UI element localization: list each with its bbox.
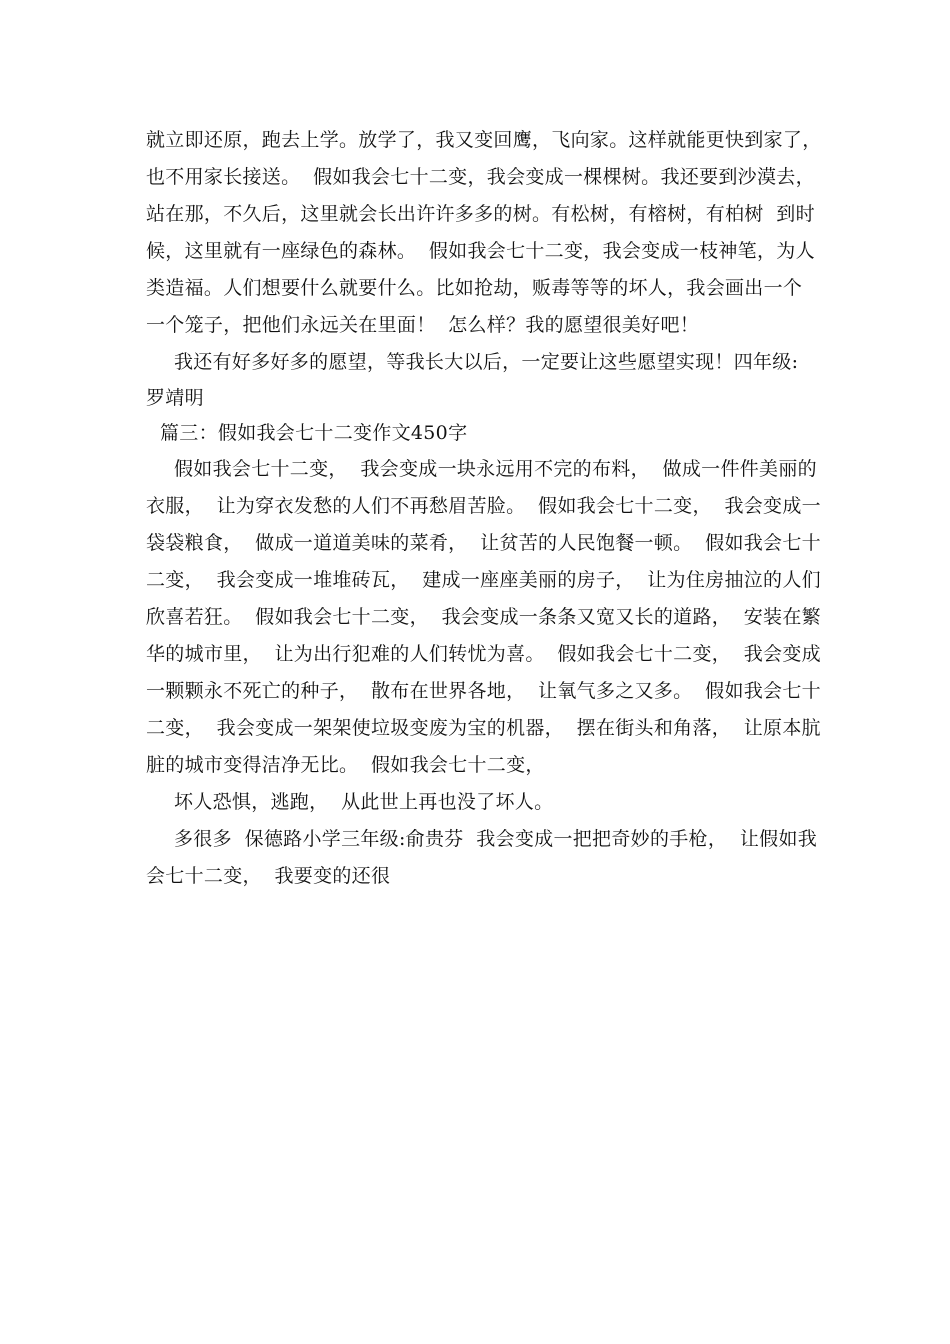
text-line: 脏的城市变得洁净无比。 假如我会七十二变， [146,754,545,776]
text-line: 多很多 保德路小学三年级:俞贵芬 我会变成一把把奇妙的手枪， 让假如我 [174,828,818,850]
text-line: 也不用家长接送。 假如我会七十二变，我会变成一棵棵树。我还要到沙漠去， [146,166,815,188]
text-line: 二变， 我会变成一堆堆砖瓦， 建成一座座美丽的房子， 让为住房抽泣的人们 [146,569,821,591]
text-line: 候，这里就有一座绿色的森林。 假如我会七十二变，我会变成一枝神笔，为人 [146,240,815,262]
text-line: 一颗颗永不死亡的种子， 散布在世界各地， 让氧气多之又多。 假如我会七十 [146,680,821,702]
text-line: 坏人恐惧，逃跑， 从此世上再也没了坏人。 [174,791,554,813]
text-line: 华的城市里， 让为出行犯难的人们转忧为喜。 假如我会七十二变， 我会变成 [146,643,821,665]
text-line: 袋袋粮食， 做成一道道美味的菜肴， 让贫苦的人民饱餐一顿。 假如我会七十 [146,532,821,554]
text-line: 罗靖明 [146,387,204,409]
text-line: 我还有好多好多的愿望，等我长大以后，一定要让这些愿望实现！四年级: [174,351,799,373]
text-line: 假如我会七十二变， 我会变成一块永远用不完的布料， 做成一件件美丽的 [174,458,817,480]
text-line: 欣喜若狂。 假如我会七十二变， 我会变成一条条又宽又长的道路， 安装在繁 [146,606,821,628]
text-line: 类造福。人们想要什么就要什么。比如抢劫，贩毒等等的坏人，我会画出一个 [146,277,803,299]
text-line: 站在那，不久后，这里就会长出许许多多的树。有松树，有榕树，有柏树 到时 [146,203,815,225]
section-heading: 篇三：假如我会七十二变作文450字 [160,422,468,444]
text-line: 二变， 我会变成一架架使垃圾变废为宝的机器， 摆在街头和角落， 让原本肮 [146,717,821,739]
text-line: 会七十二变， 我要变的还很 [146,865,391,887]
text-line: 衣服， 让为穿衣发愁的人们不再愁眉苦脸。 假如我会七十二变， 我会变成一 [146,495,821,517]
text-line: 一个笼子，把他们永远关在里面！ 怎么样？我的愿望很美好吧！ [146,314,700,336]
text-line: 就立即还原，跑去上学。放学了，我又变回鹰，飞向家。这样就能更快到家了， [146,129,822,151]
